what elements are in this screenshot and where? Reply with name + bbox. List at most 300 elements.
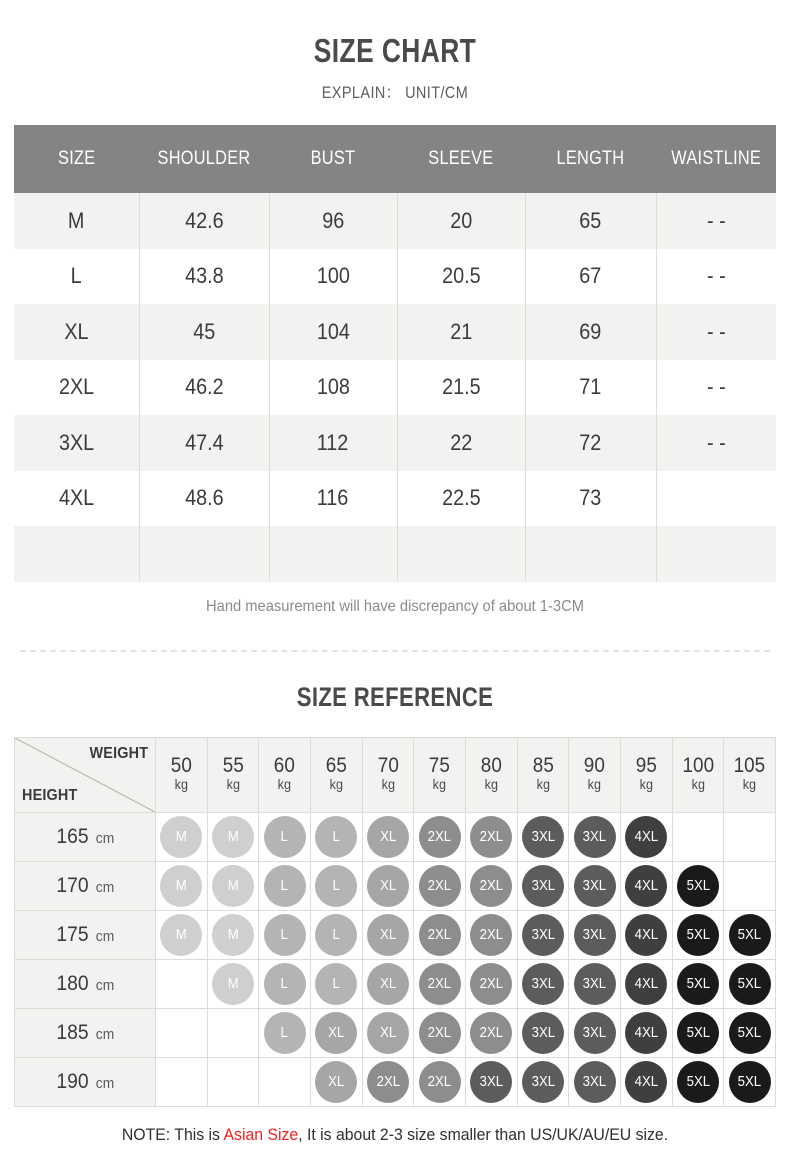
size-bubble	[264, 865, 306, 907]
size-chart-cell-value: 22	[449, 429, 473, 455]
size-bubble-label: 5XL	[686, 877, 710, 894]
size-reference-cell	[620, 861, 672, 910]
size-bubble	[367, 963, 409, 1005]
size-reference-cell	[569, 1057, 621, 1106]
size-bubble	[574, 1012, 616, 1054]
size-bubble-label: 5XL	[686, 975, 710, 992]
size-bubble	[367, 865, 409, 907]
size-chart-cell-shoulder	[139, 360, 269, 416]
size-reference-cell	[362, 910, 414, 959]
size-bubble-label: 2XL	[427, 975, 452, 992]
size-reference-cell	[672, 1008, 724, 1057]
size-chart-cell-waistline	[656, 526, 776, 582]
size-chart-cell-length	[525, 415, 656, 471]
size-bubble	[677, 865, 719, 907]
column-header-waistline-label: WAISTLINE	[671, 148, 761, 169]
size-bubble	[574, 963, 616, 1005]
size-bubble	[522, 963, 564, 1005]
size-bubble-label: 5XL	[686, 1024, 710, 1041]
size-bubble-label: M	[227, 975, 239, 992]
weight-value: 50	[170, 754, 192, 778]
size-bubble-label: XL	[379, 975, 397, 992]
height-unit: cm	[95, 829, 114, 847]
size-reference-cell	[672, 910, 724, 959]
size-bubble-label: 3XL	[582, 828, 607, 845]
size-reference-cell	[465, 910, 517, 959]
weight-value: 105	[733, 754, 766, 778]
size-reference-cell	[414, 1057, 466, 1106]
size-chart-cell-value: 116	[317, 485, 349, 511]
size-chart-cell-value: L	[70, 263, 82, 289]
size-reference-cell	[569, 812, 621, 861]
weight-unit: kg	[381, 776, 395, 793]
weight-unit: kg	[484, 776, 498, 793]
size-bubble	[419, 865, 461, 907]
size-reference-cell	[259, 861, 311, 910]
size-bubble	[677, 963, 719, 1005]
size-chart-cell-value: 43.8	[184, 263, 224, 289]
size-chart-table	[14, 125, 776, 582]
size-reference-cell	[620, 910, 672, 959]
size-reference-title: SIZE REFERENCE	[296, 681, 494, 712]
size-chart-cell-shoulder	[139, 304, 269, 360]
weight-column-header	[672, 737, 724, 812]
size-chart-cell-value: 47.4	[184, 429, 224, 455]
column-header-waistline	[656, 125, 776, 193]
size-reference-cell	[362, 1057, 414, 1106]
size-chart-cell-size	[14, 249, 139, 305]
height-row-header	[15, 812, 156, 861]
size-bubble	[470, 963, 512, 1005]
size-reference-row	[15, 910, 776, 959]
size-bubble	[160, 914, 202, 956]
size-bubble-label: 5XL	[737, 1024, 762, 1041]
size-chart-cell-waistline	[656, 360, 776, 416]
size-reference-cell	[414, 1008, 466, 1057]
size-chart-cell-length	[525, 471, 656, 527]
size-reference-cell	[672, 861, 724, 910]
size-bubble	[470, 1061, 512, 1103]
size-bubble-label: L	[332, 926, 340, 943]
column-header-bust-label: BUST	[310, 148, 356, 169]
size-reference-cell	[517, 1057, 569, 1106]
size-bubble-label: 3XL	[479, 1073, 504, 1090]
size-reference-cell	[259, 812, 311, 861]
size-bubble-label: L	[332, 828, 340, 845]
size-chart-cell-bust	[269, 193, 397, 249]
size-chart-cell-value: 65	[579, 207, 602, 233]
size-reference-cell	[465, 1008, 517, 1057]
size-bubble-label: M	[175, 828, 187, 845]
size-bubble-label: XL	[379, 1024, 397, 1041]
size-chart-cell-value: 45	[192, 318, 216, 344]
size-bubble-label: L	[280, 975, 289, 992]
size-bubble-label: XL	[379, 926, 397, 943]
size-chart-cell-size	[14, 360, 139, 416]
size-chart-cell-size	[14, 193, 139, 249]
height-row-header	[15, 910, 156, 959]
size-bubble	[212, 865, 254, 907]
weight-unit: kg	[587, 776, 602, 793]
size-reference-header-row	[15, 737, 776, 812]
size-reference-cell	[156, 910, 208, 959]
size-chart-row	[14, 360, 776, 416]
size-chart-cell-length	[525, 304, 656, 360]
size-chart-cell-waistline	[656, 193, 776, 249]
size-chart-cell-bust	[269, 360, 397, 416]
size-bubble-label: 2XL	[427, 877, 452, 894]
size-chart-cell-length	[525, 249, 656, 305]
size-bubble-label: L	[280, 877, 289, 894]
size-reference-cell	[414, 861, 466, 910]
weight-unit: kg	[277, 776, 292, 793]
size-bubble-label: 5XL	[686, 1073, 710, 1090]
size-bubble-label: 2XL	[479, 975, 504, 992]
size-chart-cell-shoulder	[139, 415, 269, 471]
size-reference-cell	[414, 959, 466, 1008]
size-bubble-label: 4XL	[634, 1073, 658, 1090]
size-reference-cell	[620, 812, 672, 861]
size-bubble	[625, 816, 667, 858]
size-chart-row	[14, 304, 776, 360]
size-bubble-label: 2XL	[479, 828, 504, 845]
size-reference-cell	[310, 959, 362, 1008]
size-chart-cell-value: 48.6	[184, 485, 224, 511]
height-row-header	[15, 1057, 156, 1106]
weight-unit: kg	[536, 776, 550, 793]
size-reference-row	[15, 1008, 776, 1057]
weight-unit: kg	[329, 776, 343, 793]
size-bubble	[574, 816, 616, 858]
size-bubble-label: 2XL	[427, 926, 452, 943]
height-value: 165	[56, 824, 89, 848]
size-reference-cell	[620, 1008, 672, 1057]
size-bubble	[419, 1061, 461, 1103]
size-reference-header	[15, 737, 776, 812]
size-chart-cell-value: 104	[316, 318, 350, 344]
weight-unit: kg	[432, 776, 447, 793]
size-chart-cell-value: 21	[449, 318, 473, 344]
weight-column-header	[310, 737, 362, 812]
weight-value: 65	[325, 754, 347, 778]
height-unit: cm	[95, 1025, 114, 1043]
size-chart-cell-sleeve	[397, 471, 525, 527]
size-bubble-label: 3XL	[582, 877, 607, 894]
weight-unit: kg	[639, 776, 653, 793]
height-row-header	[15, 861, 156, 910]
size-chart-cell-value: 100	[316, 263, 350, 289]
size-reference-cell	[362, 861, 414, 910]
size-chart-cell-value: - -	[706, 263, 726, 289]
size-bubble-label: 3XL	[582, 1024, 607, 1041]
size-chart-cell-value: 2XL	[58, 374, 94, 400]
size-reference-cell	[672, 812, 724, 861]
size-chart-cell-value: 3XL	[58, 429, 94, 455]
size-chart-cell-sleeve	[397, 360, 525, 416]
size-chart-cell-waistline	[656, 471, 776, 527]
weight-unit: kg	[742, 776, 757, 793]
size-reference-row	[15, 812, 776, 861]
height-value: 185	[56, 1020, 89, 1044]
size-reference-cell	[259, 910, 311, 959]
size-bubble-label: 2XL	[479, 1024, 504, 1041]
size-bubble-label: 4XL	[634, 1024, 658, 1041]
size-chart-cell-value: 22.5	[441, 485, 481, 511]
size-chart-cell-value: 72	[579, 429, 602, 455]
size-chart-header	[14, 125, 776, 193]
column-header-shoulder-label: SHOULDER	[157, 148, 251, 169]
size-bubble-label: L	[280, 1024, 289, 1041]
size-bubble	[729, 1061, 771, 1103]
size-bubble-label: 2XL	[376, 1073, 400, 1090]
size-bubble-label: 2XL	[427, 1024, 452, 1041]
size-chart-cell-value: - -	[706, 374, 726, 400]
size-reference-cell	[207, 1057, 259, 1106]
size-bubble	[264, 816, 306, 858]
size-bubble	[419, 816, 461, 858]
size-bubble	[264, 1012, 306, 1054]
size-chart-header-row	[14, 125, 776, 193]
size-chart-cell-value: 112	[317, 429, 349, 455]
page-title: SIZE CHART	[313, 32, 477, 69]
size-chart-cell-waistline	[656, 415, 776, 471]
size-chart-cell-value: - -	[706, 429, 726, 455]
size-reference-cell	[724, 812, 776, 861]
size-reference-cell	[156, 1057, 208, 1106]
size-bubble	[470, 865, 512, 907]
size-bubble	[625, 865, 667, 907]
size-reference-cell	[207, 812, 259, 861]
size-bubble	[574, 1061, 616, 1103]
size-reference-cell	[207, 1008, 259, 1057]
size-bubble-label: 5XL	[737, 975, 762, 992]
weight-value: 80	[480, 754, 502, 778]
size-bubble	[315, 963, 357, 1005]
size-bubble-label: XL	[328, 1024, 345, 1041]
size-reference-cell	[310, 910, 362, 959]
size-reference-cell	[620, 1057, 672, 1106]
size-reference-cell	[362, 959, 414, 1008]
weight-column-header	[362, 737, 414, 812]
asian-size-note-prefix: NOTE: This is	[121, 1124, 224, 1144]
height-weight-corner-cell	[15, 737, 156, 812]
column-header-size-label: SIZE	[57, 148, 96, 169]
size-bubble	[264, 914, 306, 956]
size-chart-cell-sleeve	[397, 304, 525, 360]
size-reference-cell	[517, 910, 569, 959]
size-reference-cell	[465, 1057, 517, 1106]
weight-column-header	[465, 737, 517, 812]
weight-unit: kg	[174, 776, 188, 793]
page-subtitle: EXPLAIN： UNIT/CM	[321, 83, 469, 102]
size-bubble-label: 4XL	[634, 828, 658, 845]
size-chart-cell-value: - -	[706, 207, 726, 233]
size-bubble	[315, 816, 357, 858]
size-bubble-label: L	[280, 828, 289, 845]
size-chart-cell-shoulder	[139, 193, 269, 249]
size-chart-cell-value: 71	[579, 374, 602, 400]
height-row-header	[15, 959, 156, 1008]
size-bubble-label: M	[227, 877, 239, 894]
height-axis-label: HEIGHT	[22, 786, 78, 804]
size-bubble	[367, 914, 409, 956]
size-chart-table-container	[14, 125, 776, 616]
size-chart-cell-shoulder	[139, 249, 269, 305]
size-bubble	[729, 1012, 771, 1054]
column-header-size	[14, 125, 139, 193]
size-bubble	[625, 1061, 667, 1103]
size-bubble	[625, 963, 667, 1005]
size-bubble-label: 2XL	[427, 828, 452, 845]
weight-value: 55	[222, 754, 244, 778]
size-reference-cell	[259, 959, 311, 1008]
size-bubble	[677, 914, 719, 956]
size-bubble-label: L	[332, 975, 340, 992]
size-chart-cell-shoulder	[139, 471, 269, 527]
size-chart-cell-bust	[269, 471, 397, 527]
size-reference-cell	[569, 959, 621, 1008]
weight-column-header	[620, 737, 672, 812]
size-bubble	[367, 1061, 409, 1103]
size-reference-row	[15, 959, 776, 1008]
size-chart-row	[14, 526, 776, 582]
size-bubble-label: 5XL	[737, 1073, 762, 1090]
size-reference-cell	[672, 959, 724, 1008]
size-reference-cell	[724, 1057, 776, 1106]
column-header-shoulder	[139, 125, 269, 193]
size-bubble	[729, 963, 771, 1005]
size-bubble-label: M	[175, 877, 187, 894]
size-bubble	[625, 914, 667, 956]
size-bubble	[367, 816, 409, 858]
size-bubble	[677, 1061, 719, 1103]
weight-column-header	[207, 737, 259, 812]
size-bubble-label: 2XL	[427, 1073, 452, 1090]
size-reference-cell	[362, 812, 414, 861]
size-bubble-label: XL	[328, 1073, 345, 1090]
size-reference-cell	[569, 861, 621, 910]
weight-column-header	[569, 737, 621, 812]
height-unit: cm	[95, 878, 114, 896]
size-bubble-label: L	[332, 877, 340, 894]
size-bubble	[729, 914, 771, 956]
size-chart-row	[14, 471, 776, 527]
size-chart-cell-length	[525, 360, 656, 416]
size-bubble-label: 3XL	[531, 828, 555, 845]
size-bubble	[574, 865, 616, 907]
size-chart-cell-size	[14, 471, 139, 527]
size-chart-cell-shoulder	[139, 526, 269, 582]
height-value: 175	[56, 922, 89, 946]
size-bubble	[315, 914, 357, 956]
size-chart-cell-value: 46.2	[184, 374, 224, 400]
section-divider	[20, 650, 770, 652]
size-bubble-label: 3XL	[531, 975, 555, 992]
size-reference-cell	[620, 959, 672, 1008]
size-chart-row	[14, 415, 776, 471]
size-reference-cell	[156, 861, 208, 910]
size-bubble	[470, 816, 512, 858]
size-bubble	[419, 963, 461, 1005]
size-reference-cell	[414, 812, 466, 861]
size-reference-cell	[207, 959, 259, 1008]
size-bubble-label: 4XL	[634, 926, 658, 943]
size-chart-cell-bust	[269, 415, 397, 471]
size-reference-cell	[569, 1008, 621, 1057]
size-chart-cell-length	[525, 526, 656, 582]
size-reference-cell	[517, 1008, 569, 1057]
size-bubble-label: L	[280, 926, 289, 943]
size-bubble-label: 5XL	[737, 926, 762, 943]
weight-column-header	[724, 737, 776, 812]
height-value: 180	[56, 971, 89, 995]
size-chart-cell-value: 108	[316, 374, 350, 400]
size-chart-cell-value: 69	[579, 318, 602, 344]
size-bubble	[315, 1061, 357, 1103]
size-chart-cell-size	[14, 526, 139, 582]
size-bubble	[574, 914, 616, 956]
weight-value: 75	[429, 754, 451, 778]
size-bubble-label: 5XL	[686, 926, 710, 943]
size-bubble	[522, 1012, 564, 1054]
size-bubble	[419, 1012, 461, 1054]
size-reference-cell	[310, 1057, 362, 1106]
size-bubble-label: 3XL	[531, 877, 555, 894]
size-bubble-label: 3XL	[582, 975, 607, 992]
size-reference-cell	[517, 959, 569, 1008]
size-bubble	[522, 914, 564, 956]
size-bubble-label: 3XL	[582, 1073, 607, 1090]
size-chart-cell-size	[14, 304, 139, 360]
size-bubble	[367, 1012, 409, 1054]
weight-value: 95	[635, 754, 657, 778]
weight-unit: kg	[691, 776, 705, 793]
size-bubble-label: 4XL	[634, 877, 658, 894]
size-reference-cell	[517, 861, 569, 910]
size-reference-cell	[156, 959, 208, 1008]
size-bubble	[315, 865, 357, 907]
size-chart-cell-value: 21.5	[441, 374, 481, 400]
size-reference-cell	[310, 861, 362, 910]
size-bubble	[522, 816, 564, 858]
size-bubble	[677, 1012, 719, 1054]
size-chart-cell-bust	[269, 526, 397, 582]
height-value: 170	[56, 873, 89, 897]
size-chart-cell-sleeve	[397, 193, 525, 249]
height-unit: cm	[95, 976, 114, 994]
size-reference-cell	[207, 910, 259, 959]
weight-axis-label: WEIGHT	[89, 744, 148, 762]
size-reference-cell	[362, 1008, 414, 1057]
size-reference-row	[15, 1057, 776, 1106]
size-chart-cell-bust	[269, 304, 397, 360]
size-reference-table	[14, 737, 776, 1107]
size-bubble	[160, 865, 202, 907]
size-bubble	[470, 914, 512, 956]
size-chart-cell-value: 20.5	[441, 263, 481, 289]
size-bubble	[470, 1012, 512, 1054]
measurement-discrepancy-note: Hand measurement will have discrepancy of about 1-3CM	[205, 597, 585, 615]
size-bubble	[419, 914, 461, 956]
weight-value: 70	[377, 754, 399, 778]
size-chart-cell-value: 4XL	[58, 485, 94, 511]
size-bubble-label: 2XL	[479, 877, 504, 894]
column-header-sleeve	[397, 125, 525, 193]
size-chart-body	[14, 193, 776, 582]
size-bubble	[264, 963, 306, 1005]
size-bubble-label: XL	[379, 828, 397, 845]
height-row-header	[15, 1008, 156, 1057]
